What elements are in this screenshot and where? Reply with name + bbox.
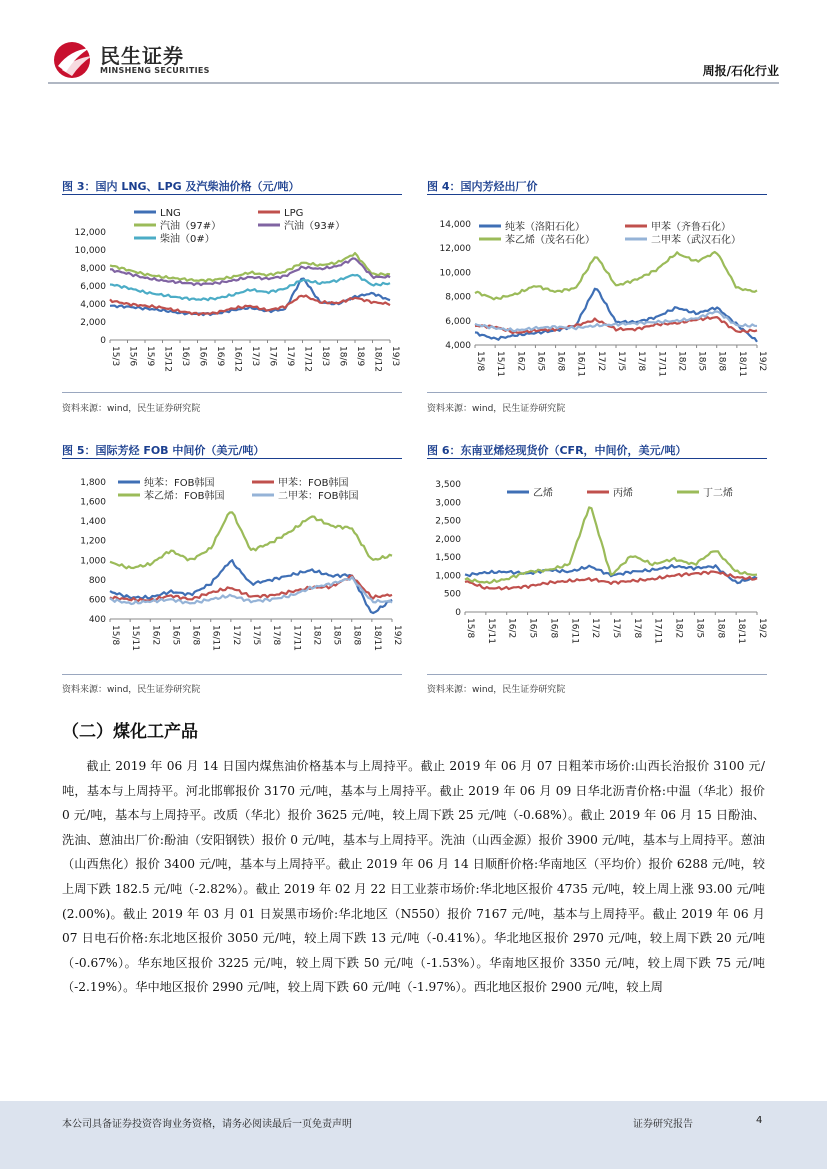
x-tick-label: 17/5 bbox=[611, 618, 621, 639]
x-tick-label: 19/2 bbox=[392, 625, 402, 646]
series-line-3 bbox=[110, 512, 392, 568]
y-tick-label: 6,000 bbox=[80, 282, 106, 292]
y-tick-label: 2,500 bbox=[435, 516, 461, 527]
x-tick-label: 18/2 bbox=[676, 351, 687, 372]
legend-label: 汽油（97#） bbox=[160, 221, 222, 232]
y-tick-label: 8,000 bbox=[445, 292, 471, 303]
x-tick-label: 17/8 bbox=[636, 351, 647, 372]
legend-label: 二甲苯：FOB韩国 bbox=[278, 491, 359, 502]
y-tick-label: 6,000 bbox=[445, 316, 471, 327]
y-tick-label: 1,800 bbox=[80, 478, 106, 488]
y-tick-label: 0 bbox=[100, 336, 106, 346]
y-tick-label: 1,000 bbox=[435, 571, 461, 582]
figure-6-source: 资料来源：wind，民生证券研究院 bbox=[427, 685, 566, 695]
series-line-1 bbox=[110, 560, 392, 613]
x-tick-label: 17/9 bbox=[285, 346, 295, 367]
header-divider bbox=[48, 82, 779, 84]
y-tick-label: 4,000 bbox=[80, 300, 106, 310]
y-tick-label: 800 bbox=[88, 575, 106, 586]
series-line-3 bbox=[475, 252, 757, 299]
x-tick-label: 15/11 bbox=[130, 625, 141, 651]
legend-label: 乙烯 bbox=[533, 488, 553, 499]
x-tick-label: 15/8 bbox=[475, 351, 485, 372]
figure-5-chart bbox=[62, 464, 402, 669]
y-tick-label: 8,000 bbox=[80, 264, 106, 274]
x-tick-label: 17/2 bbox=[590, 618, 601, 639]
y-tick-label: 3,000 bbox=[435, 498, 461, 509]
y-tick-label: 600 bbox=[88, 595, 106, 606]
x-tick-label: 17/3 bbox=[250, 346, 260, 367]
y-tick-label: 1,000 bbox=[80, 556, 106, 567]
page-number: 4 bbox=[756, 1115, 763, 1126]
y-tick-label: 2,000 bbox=[435, 534, 461, 545]
figure-6-title: 图 6：东南亚烯烃现货价（CFR，中间价，美元/吨） bbox=[427, 444, 687, 457]
y-tick-label: 3,500 bbox=[435, 480, 461, 490]
legend-label: 汽油（93#） bbox=[284, 221, 346, 232]
x-tick-label: 18/5 bbox=[696, 351, 707, 372]
figure-3-top-rule bbox=[62, 194, 402, 195]
x-tick-label: 18/2 bbox=[673, 618, 684, 639]
x-tick-label: 15/8 bbox=[465, 618, 475, 639]
footer-disclaimer: 本公司具备证券投资咨询业务资格，请务必阅读最后一页免责声明 bbox=[62, 1119, 352, 1130]
figure-3-chart bbox=[62, 200, 402, 385]
y-tick-label: 4,000 bbox=[445, 341, 471, 351]
x-tick-label: 17/12 bbox=[302, 346, 313, 372]
figure-5-title: 图 5：国际芳烃 FOB 中间价（美元/吨） bbox=[62, 444, 265, 457]
x-tick-label: 18/6 bbox=[337, 346, 348, 367]
x-tick-label: 16/2 bbox=[150, 625, 161, 646]
page-footer bbox=[0, 1101, 827, 1169]
x-tick-label: 18/8 bbox=[716, 351, 727, 372]
series-line-1 bbox=[475, 289, 757, 342]
x-tick-label: 15/12 bbox=[162, 346, 173, 372]
x-tick-label: 18/12 bbox=[372, 346, 383, 372]
legend-label: 苯乙烯（茂名石化） bbox=[505, 235, 595, 246]
x-tick-label: 15/9 bbox=[145, 346, 155, 367]
x-tick-label: 16/5 bbox=[527, 618, 538, 639]
x-tick-label: 16/11 bbox=[575, 351, 586, 377]
figure-3-source: 资料来源：wind，民生证券研究院 bbox=[62, 404, 201, 414]
x-tick-label: 18/8 bbox=[715, 618, 726, 639]
figure-4-source: 资料来源：wind，民生证券研究院 bbox=[427, 404, 566, 414]
x-tick-label: 17/2 bbox=[595, 351, 606, 372]
x-tick-label: 19/2 bbox=[757, 618, 767, 639]
y-tick-label: 12,000 bbox=[74, 228, 106, 238]
logo-chinese-name: 民生证券 bbox=[100, 44, 184, 68]
figure-5-svg bbox=[62, 464, 402, 669]
figure-6-chart bbox=[427, 464, 767, 669]
x-tick-label: 17/6 bbox=[267, 346, 278, 367]
legend-label: LPG bbox=[284, 208, 304, 219]
series-line-1 bbox=[110, 279, 390, 316]
x-tick-label: 18/2 bbox=[311, 625, 322, 646]
y-tick-label: 2,000 bbox=[80, 318, 106, 328]
figure-4-svg bbox=[427, 200, 767, 385]
x-tick-label: 18/8 bbox=[351, 625, 362, 646]
legend-label: 二甲苯（武汉石化） bbox=[651, 235, 741, 246]
legend-label: 纯苯（洛阳石化） bbox=[505, 222, 585, 233]
x-tick-label: 16/12 bbox=[232, 346, 243, 372]
legend-label: 丙烯 bbox=[613, 488, 633, 499]
x-tick-label: 16/11 bbox=[210, 625, 221, 651]
x-tick-label: 16/8 bbox=[555, 351, 566, 372]
x-tick-label: 17/11 bbox=[291, 625, 302, 651]
x-tick-label: 16/8 bbox=[190, 625, 201, 646]
figure-4-top-rule bbox=[427, 194, 767, 195]
x-tick-label: 16/5 bbox=[170, 625, 181, 646]
y-tick-label: 10,000 bbox=[74, 246, 106, 256]
x-tick-label: 17/2 bbox=[230, 625, 241, 646]
figure-6-svg bbox=[427, 464, 767, 669]
figure-3-svg bbox=[62, 200, 402, 385]
x-tick-label: 18/5 bbox=[694, 618, 705, 639]
minsheng-logo-icon bbox=[52, 40, 96, 80]
report-category: 周报/石化行业 bbox=[702, 64, 779, 78]
figure-6-top-rule bbox=[427, 458, 767, 459]
x-tick-label: 16/6 bbox=[197, 346, 208, 367]
x-tick-label: 17/5 bbox=[616, 351, 626, 372]
y-tick-label: 500 bbox=[443, 589, 461, 600]
minsheng-logo bbox=[52, 40, 210, 80]
x-tick-label: 16/2 bbox=[515, 351, 526, 372]
y-tick-label: 14,000 bbox=[439, 220, 471, 230]
figure-3-title: 图 3：国内 LNG、LPG 及汽柴油价格（元/吨） bbox=[62, 180, 300, 193]
x-tick-label: 17/11 bbox=[656, 351, 667, 377]
x-tick-label: 19/3 bbox=[390, 346, 400, 367]
figure-5-top-rule bbox=[62, 458, 402, 459]
x-tick-label: 16/9 bbox=[215, 346, 225, 367]
figure-4-bottom-rule bbox=[427, 392, 767, 393]
y-tick-label: 0 bbox=[455, 608, 461, 618]
x-tick-label: 18/11 bbox=[371, 625, 382, 651]
x-tick-label: 16/11 bbox=[569, 618, 580, 644]
figure-3-bottom-rule bbox=[62, 392, 402, 393]
x-tick-label: 16/3 bbox=[180, 346, 190, 367]
x-tick-label: 17/5 bbox=[251, 625, 261, 646]
y-tick-label: 1,600 bbox=[80, 497, 106, 508]
figure-6-bottom-rule bbox=[427, 674, 767, 675]
x-tick-label: 15/6 bbox=[127, 346, 138, 367]
x-tick-label: 18/11 bbox=[736, 618, 747, 644]
x-tick-label: 15/11 bbox=[495, 351, 506, 377]
section-title: （二）煤化工产品 bbox=[62, 722, 198, 742]
logo-english-name: MINSHENG SECURITIES bbox=[100, 66, 210, 75]
legend-label: 苯乙烯：FOB韩国 bbox=[144, 491, 225, 502]
x-tick-label: 16/2 bbox=[506, 618, 517, 639]
section-paragraph: 截止 2019 年 06 月 14 日国内煤焦油价格基本与上周持平。截止 2019 年 06 月 07 日粗苯市场价:山西长治报价 3100 元/吨，基本与上周持平。河北邯郸报价 3170 元/吨，基本与上周持平。截止 2019 年 06 月 09 日华北沥青价格:中温（华北）报价 0 元/吨，基本与上周持平。改质（华北）报价 3625 元/吨，较上周下跌 25 元/吨（-0.68%）。截止 2019 年 06 月 15 日酚油、洗油、蒽油出厂价:酚油（安阳钢铁）报价 0 元/吨，基本与上周持平。洗油（山西金源）报价 3900 元/吨，基本与上周持平。蒽油（山西焦化）报价 3400 元/吨，基本与上周持平。截止 2019 年 06 月 14 日顺酐价格:华南地区（平均价）报价 6288 元/吨，较上周下跌 182.5 元/吨（-2.82%）。截止 2019 年 02 月 22 日工业萘市场价:华北地区报价 4735 元/吨，较上周上涨 93.00 元/吨(2.00%)。截止 2019 年 03 月 01 日炭黑市场价:华北地区（N550）报价 7167 元/吨，基本与上周持平。截止 2019 年 06 月 07 日电石价格:东北地区报价 3050 元/吨，较上周下跌 13 元/吨（-0.41%）。华北地区报价 2970 元/吨，较上周下跌 20 元/吨（-0.67%）。华东地区报价 3225 元/吨，较上周下跌 50 元/吨（-1.53%）。华南地区报价 3350 元/吨，较上周下跌 75 元/吨（-2.19%）。华中地区报价 2990 元/吨，较上周下跌 60 元/吨（-1.97%）。西北地区报价 2900 元/吨，较上周 bbox=[62, 759, 765, 995]
y-tick-label: 10,000 bbox=[439, 268, 471, 279]
figure-4-chart bbox=[427, 200, 767, 385]
legend-label: 纯苯：FOB韩国 bbox=[144, 478, 215, 489]
x-tick-label: 18/9 bbox=[355, 346, 365, 367]
legend-label: LNG bbox=[160, 208, 181, 219]
y-tick-label: 1,400 bbox=[80, 517, 106, 528]
legend-label: 甲苯（齐鲁石化） bbox=[651, 222, 731, 233]
page-header bbox=[0, 0, 827, 90]
x-tick-label: 17/8 bbox=[271, 625, 282, 646]
x-tick-label: 19/2 bbox=[757, 351, 767, 372]
x-tick-label: 15/3 bbox=[110, 346, 120, 367]
y-tick-label: 12,000 bbox=[439, 244, 471, 255]
figure-4-title: 图 4：国内芳烃出厂价 bbox=[427, 180, 538, 193]
x-tick-label: 18/3 bbox=[320, 346, 330, 367]
x-tick-label: 16/8 bbox=[548, 618, 559, 639]
x-tick-label: 15/8 bbox=[110, 625, 120, 646]
figure-5-source: 资料来源：wind，民生证券研究院 bbox=[62, 685, 201, 695]
y-tick-label: 400 bbox=[88, 615, 106, 625]
legend-label: 柴油（0#） bbox=[160, 234, 215, 245]
x-tick-label: 17/11 bbox=[652, 618, 663, 644]
figure-5-bottom-rule bbox=[62, 674, 402, 675]
legend-label: 甲苯：FOB韩国 bbox=[278, 478, 349, 489]
y-tick-label: 1,500 bbox=[435, 553, 461, 564]
x-tick-label: 17/8 bbox=[631, 618, 642, 639]
x-tick-label: 16/5 bbox=[535, 351, 546, 372]
x-tick-label: 18/11 bbox=[736, 351, 747, 377]
x-tick-label: 15/11 bbox=[485, 618, 496, 644]
x-tick-label: 18/5 bbox=[331, 625, 342, 646]
footer-report-type: 证券研究报告 bbox=[633, 1119, 693, 1130]
legend-label: 丁二烯 bbox=[703, 488, 733, 499]
series-line-4 bbox=[110, 577, 392, 604]
y-tick-label: 1,200 bbox=[80, 536, 106, 547]
